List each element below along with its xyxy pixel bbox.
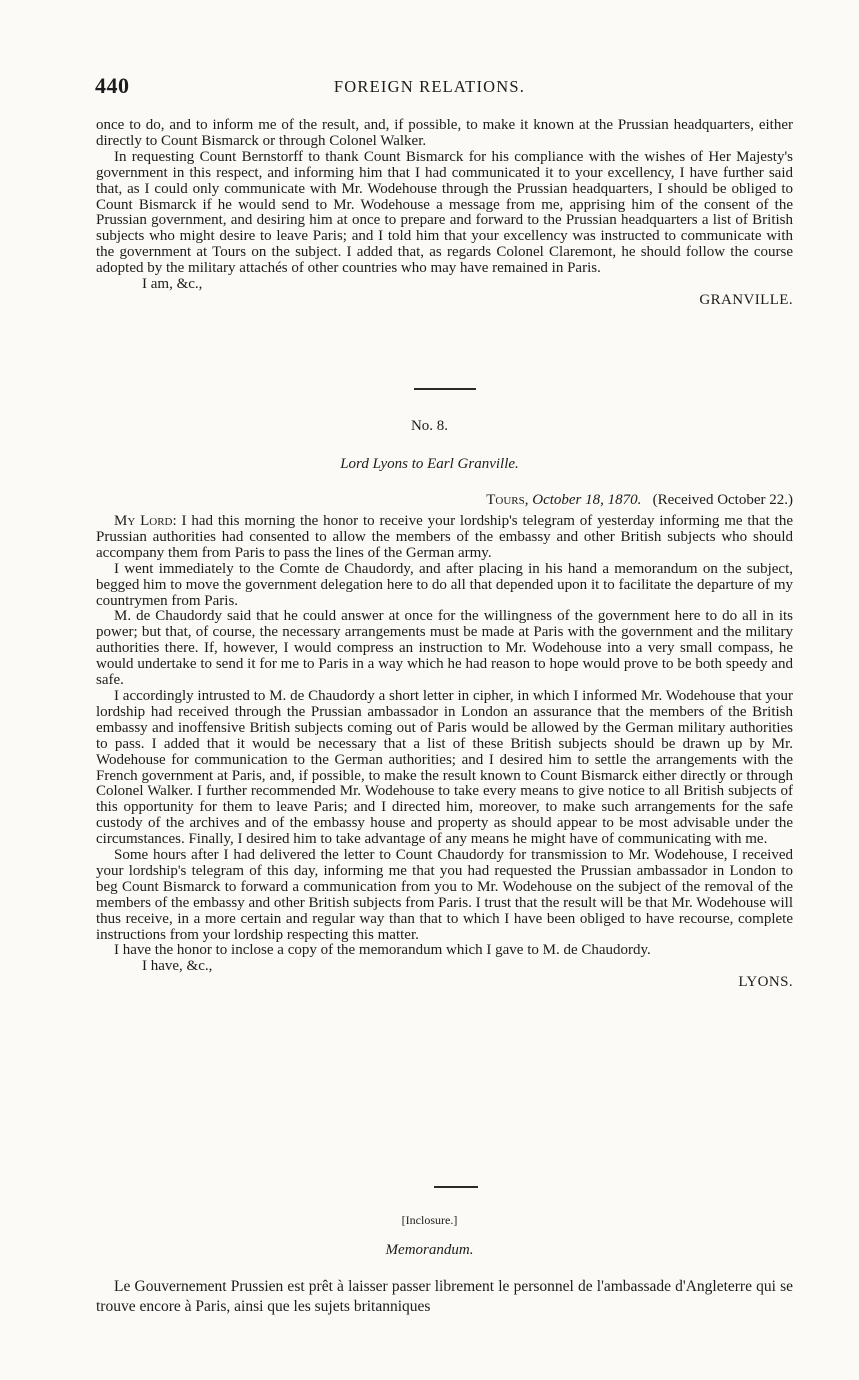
paragraph: I have the honor to inclose a copy of the memorandum which I gave to M. de Chaudordy. — [114, 942, 651, 959]
section-divider — [434, 1186, 478, 1188]
paragraph: Some hours after I had delivered the letter to Count Chaudordy for transmission to Mr. Wodehouse, I received your lordship's telegram of this day, informing me that you had requested the Prussian ambassador in London to beg Count Bismarck to forward a communication from you to Mr. Wodehouse on the subject of the removal of the members of the embassy and other British subjects from Paris. I trust that the result will be that Mr. Wodehouse will thus receive, in a more certain and regular way than that to which I have been obliged to have recourse, complete instructions from your lordship respecting this matter. — [96, 847, 793, 943]
paragraph — [96, 514, 793, 562]
date: October 18, 1870. — [532, 492, 642, 508]
dateline — [96, 492, 793, 509]
paragraph: Le Gouvernement Prussien est prêt à laisser passer librement le personnel de l'ambassade d'Angleterre qui se trouve encore à Paris, ainsi que les sujets britanniques — [96, 1278, 793, 1315]
signature: LYONS. — [738, 974, 793, 991]
inclosure-label: [Inclosure.] — [401, 1213, 458, 1227]
letter-address: Lord Lyons to Earl Granville. — [340, 456, 519, 472]
paragraph-text: I had this morning the honor to receive your lordship's telegram of yesterday informing me that the Prussian authorities had consented to allow the members of the embassy and other British subjects who should accompany them from Paris to pass the lines of the German army. — [96, 513, 794, 561]
inclosure-title: Memorandum. — [385, 1242, 474, 1258]
inclosure-text — [96, 1277, 793, 1317]
place: Tours, — [486, 492, 529, 508]
paragraph: I accordingly intrusted to M. de Chaudordy a short letter in cipher, in which I informed Mr. Wodehouse that your lordship had received through the Prussian ambassador in London an assurance that the members of the British embassy and inoffensive British subjects coming out of Paris would be allowed by the German military authorities to pass. I added that it would be necessary that a list of these British subjects should be drawn up by Mr. Wodehouse for communication to the German authorities; and I desired him to settle the arrangements with the French government at Paris, and, if possible, to make the result known to Count Bismarck either directly or through Colonel Walker. I further recommended Mr. Wodehouse to take every means to give notice to all British subjects of this opportunity for them to leave Paris; and I directed him, moreover, to make such arrangements for the safe custody of the archives and of the embassy house and property as should appear to be most advisable under the circumstances. Finally, I desired him to take advantage of any means he might have of communicating with me. — [96, 687, 793, 848]
document-number: No. 8. — [410, 418, 449, 434]
paragraph: I went immediately to the Comte de Chaudordy, and after placing in his hand a memorandum on the subject, begged him to move the government delegation here to do all that depended upon it to facilitate the departure of my countrymen from Paris. — [96, 560, 793, 609]
paragraph: In requesting Count Bernstorff to thank Count Bismarck for his compliance with the wishes of Her Majesty's government in this respect, and informing him that I had communicated it to your excellency, I have further said that, as I could only communicate with Mr. Wodehouse through the Prussian headquarters, I should be obliged to Count Bismarck if he would send to Mr. Wodehouse a message from me, apprising him of the consent of the Prussian government, and desiring him at once to prepare and forward to the Prussian headquarters a list of British subjects who might desire to leave Paris; and I told him that your excellency was instructed to communicate with the government at Tours on the subject. I added that, as regards Colonel Claremont, he should follow the course adopted by the military attachés of other countries who may have remained in Paris. — [96, 148, 793, 277]
previous-letter — [96, 118, 793, 309]
received-date: (Received October 22.) — [652, 492, 793, 508]
salutation: My Lord: — [114, 513, 177, 529]
paragraph: once to do, and to inform me of the result, and, if possible, to make it known at the Prussian headquarters, either directly to Count Bismarck or through Colonel Walker. — [96, 117, 793, 149]
paragraph: M. de Chaudordy said that he could answer at once for the willingness of the government here to do all in its power; but that, of course, the necessary arrangements must be made at Paris with the government and the military authorities there. If, however, I would compress an instruction to Mr. Wodehouse into a very small compass, he would undertake to send it for me to Paris in a way which he had reason to hope would prove to be both speedy and safe. — [96, 608, 793, 689]
closing: I am, &c., — [142, 276, 203, 293]
signature: GRANVILLE. — [699, 291, 793, 308]
page-number: 440 — [95, 73, 130, 98]
closing: I have, &c., — [142, 958, 213, 975]
running-head: FOREIGN RELATIONS. — [333, 77, 526, 96]
section-divider — [414, 388, 476, 390]
letter-body — [96, 514, 793, 991]
